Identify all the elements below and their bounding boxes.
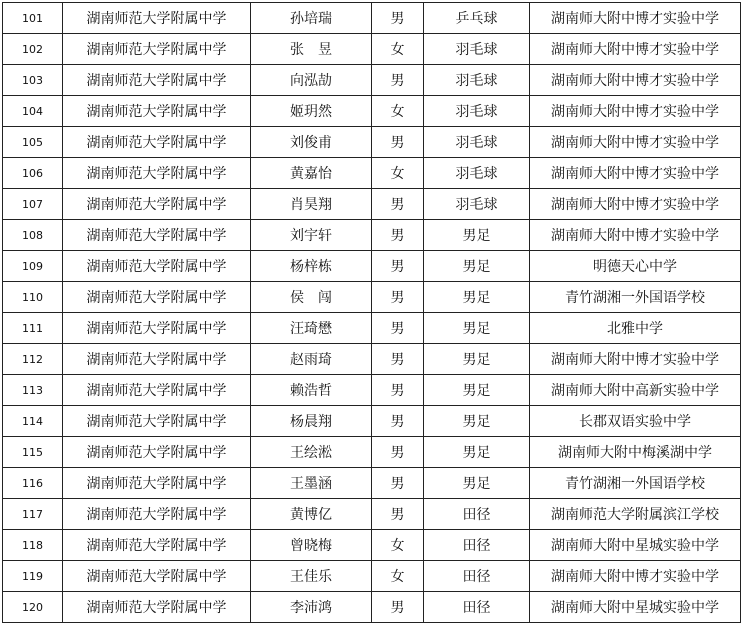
table-row	[3, 406, 741, 437]
table-row	[3, 158, 741, 189]
row-number-cell: 110	[3, 282, 63, 313]
sport-cell: 男足	[424, 313, 530, 344]
row-number-cell: 111	[3, 313, 63, 344]
sport-cell: 男足	[424, 251, 530, 282]
table-row	[3, 530, 741, 561]
school-cell: 湖南师范大学附属中学	[63, 282, 251, 313]
table-row	[3, 313, 741, 344]
school-cell: 湖南师范大学附属中学	[63, 561, 251, 592]
sport-cell: 男足	[424, 375, 530, 406]
gender-cell: 男	[372, 127, 424, 158]
student-name-cell: 赖浩哲	[251, 375, 372, 406]
school-cell: 湖南师范大学附属中学	[63, 127, 251, 158]
target-school-cell: 湖南师大附中星城实验中学	[530, 592, 741, 623]
gender-cell: 女	[372, 561, 424, 592]
gender-cell: 男	[372, 344, 424, 375]
row-number-cell: 116	[3, 468, 63, 499]
sport-cell: 男足	[424, 468, 530, 499]
target-school-cell: 湖南师大附中星城实验中学	[530, 530, 741, 561]
gender-cell: 男	[372, 282, 424, 313]
gender-cell: 女	[372, 96, 424, 127]
target-school-cell: 湖南师大附中博才实验中学	[530, 189, 741, 220]
school-cell: 湖南师范大学附属中学	[63, 158, 251, 189]
target-school-cell: 湖南师大附中梅溪湖中学	[530, 437, 741, 468]
student-name-cell: 刘俊甫	[251, 127, 372, 158]
table-row	[3, 344, 741, 375]
gender-cell: 男	[372, 220, 424, 251]
sport-cell: 羽毛球	[424, 158, 530, 189]
target-school-cell: 北雅中学	[530, 313, 741, 344]
sport-cell: 田径	[424, 499, 530, 530]
target-school-cell: 湖南师范大学附属滨江学校	[530, 499, 741, 530]
sport-cell: 羽毛球	[424, 34, 530, 65]
table-row	[3, 189, 741, 220]
row-number-cell: 102	[3, 34, 63, 65]
school-cell: 湖南师范大学附属中学	[63, 189, 251, 220]
student-name-cell: 侯 闯	[251, 282, 372, 313]
row-number-cell: 103	[3, 65, 63, 96]
sport-cell: 田径	[424, 592, 530, 623]
sport-cell: 男足	[424, 282, 530, 313]
row-number-cell: 115	[3, 437, 63, 468]
gender-cell: 男	[372, 406, 424, 437]
target-school-cell: 湖南师大附中博才实验中学	[530, 220, 741, 251]
sport-cell: 羽毛球	[424, 127, 530, 158]
student-table	[2, 2, 741, 623]
row-number-cell: 108	[3, 220, 63, 251]
school-cell: 湖南师范大学附属中学	[63, 406, 251, 437]
table-row	[3, 282, 741, 313]
target-school-cell: 湖南师大附中博才实验中学	[530, 3, 741, 34]
table-row	[3, 220, 741, 251]
student-name-cell: 向泓劼	[251, 65, 372, 96]
school-cell: 湖南师范大学附属中学	[63, 592, 251, 623]
school-cell: 湖南师范大学附属中学	[63, 3, 251, 34]
sport-cell: 男足	[424, 220, 530, 251]
target-school-cell: 湖南师大附中博才实验中学	[530, 65, 741, 96]
row-number-cell: 113	[3, 375, 63, 406]
table-body	[3, 3, 741, 623]
gender-cell: 男	[372, 437, 424, 468]
target-school-cell: 青竹湖湘一外国语学校	[530, 468, 741, 499]
student-name-cell: 曾晓梅	[251, 530, 372, 561]
gender-cell: 男	[372, 375, 424, 406]
target-school-cell: 湖南师大附中博才实验中学	[530, 34, 741, 65]
student-name-cell: 姬玥然	[251, 96, 372, 127]
student-name-cell: 杨晨翔	[251, 406, 372, 437]
row-number-cell: 118	[3, 530, 63, 561]
target-school-cell: 明德天心中学	[530, 251, 741, 282]
sport-cell: 田径	[424, 530, 530, 561]
gender-cell: 男	[372, 65, 424, 96]
row-number-cell: 106	[3, 158, 63, 189]
table-row	[3, 65, 741, 96]
school-cell: 湖南师范大学附属中学	[63, 437, 251, 468]
student-name-cell: 王佳乐	[251, 561, 372, 592]
row-number-cell: 120	[3, 592, 63, 623]
target-school-cell: 湖南师大附中高新实验中学	[530, 375, 741, 406]
row-number-cell: 112	[3, 344, 63, 375]
gender-cell: 男	[372, 251, 424, 282]
row-number-cell: 101	[3, 3, 63, 34]
table-row	[3, 96, 741, 127]
table-row	[3, 3, 741, 34]
target-school-cell: 湖南师大附中博才实验中学	[530, 127, 741, 158]
gender-cell: 女	[372, 158, 424, 189]
gender-cell: 女	[372, 34, 424, 65]
gender-cell: 男	[372, 468, 424, 499]
row-number-cell: 114	[3, 406, 63, 437]
school-cell: 湖南师范大学附属中学	[63, 65, 251, 96]
school-cell: 湖南师范大学附属中学	[63, 530, 251, 561]
table-row	[3, 375, 741, 406]
school-cell: 湖南师范大学附属中学	[63, 313, 251, 344]
table-row	[3, 251, 741, 282]
table-row	[3, 499, 741, 530]
student-name-cell: 刘宇轩	[251, 220, 372, 251]
sport-cell: 田径	[424, 561, 530, 592]
table-row	[3, 437, 741, 468]
school-cell: 湖南师范大学附属中学	[63, 96, 251, 127]
gender-cell: 男	[372, 313, 424, 344]
school-cell: 湖南师范大学附属中学	[63, 220, 251, 251]
gender-cell: 男	[372, 3, 424, 34]
student-name-cell: 赵雨琦	[251, 344, 372, 375]
sport-cell: 羽毛球	[424, 189, 530, 220]
sport-cell: 男足	[424, 437, 530, 468]
school-cell: 湖南师范大学附属中学	[63, 375, 251, 406]
gender-cell: 女	[372, 530, 424, 561]
school-cell: 湖南师范大学附属中学	[63, 468, 251, 499]
table-row	[3, 127, 741, 158]
student-name-cell: 张 昱	[251, 34, 372, 65]
row-number-cell: 117	[3, 499, 63, 530]
row-number-cell: 109	[3, 251, 63, 282]
row-number-cell: 105	[3, 127, 63, 158]
gender-cell: 男	[372, 189, 424, 220]
sport-cell: 羽毛球	[424, 96, 530, 127]
table-row	[3, 592, 741, 623]
sport-cell: 羽毛球	[424, 65, 530, 96]
row-number-cell: 119	[3, 561, 63, 592]
table-row	[3, 468, 741, 499]
student-name-cell: 黄嘉怡	[251, 158, 372, 189]
target-school-cell: 长郡双语实验中学	[530, 406, 741, 437]
target-school-cell: 湖南师大附中博才实验中学	[530, 96, 741, 127]
gender-cell: 男	[372, 499, 424, 530]
sport-cell: 男足	[424, 344, 530, 375]
student-name-cell: 汪琦懋	[251, 313, 372, 344]
student-name-cell: 黄博亿	[251, 499, 372, 530]
target-school-cell: 湖南师大附中博才实验中学	[530, 158, 741, 189]
student-name-cell: 李沛鸿	[251, 592, 372, 623]
school-cell: 湖南师范大学附属中学	[63, 251, 251, 282]
school-cell: 湖南师范大学附属中学	[63, 344, 251, 375]
target-school-cell: 青竹湖湘一外国语学校	[530, 282, 741, 313]
gender-cell: 男	[372, 592, 424, 623]
student-name-cell: 王绘淞	[251, 437, 372, 468]
row-number-cell: 104	[3, 96, 63, 127]
row-number-cell: 107	[3, 189, 63, 220]
student-name-cell: 肖昊翔	[251, 189, 372, 220]
student-name-cell: 杨梓栋	[251, 251, 372, 282]
student-name-cell: 孙培瑞	[251, 3, 372, 34]
table-row	[3, 561, 741, 592]
target-school-cell: 湖南师大附中博才实验中学	[530, 561, 741, 592]
target-school-cell: 湖南师大附中博才实验中学	[530, 344, 741, 375]
sport-cell: 男足	[424, 406, 530, 437]
table-row	[3, 34, 741, 65]
student-name-cell: 王墨涵	[251, 468, 372, 499]
school-cell: 湖南师范大学附属中学	[63, 499, 251, 530]
school-cell: 湖南师范大学附属中学	[63, 34, 251, 65]
sport-cell: 乒乓球	[424, 3, 530, 34]
